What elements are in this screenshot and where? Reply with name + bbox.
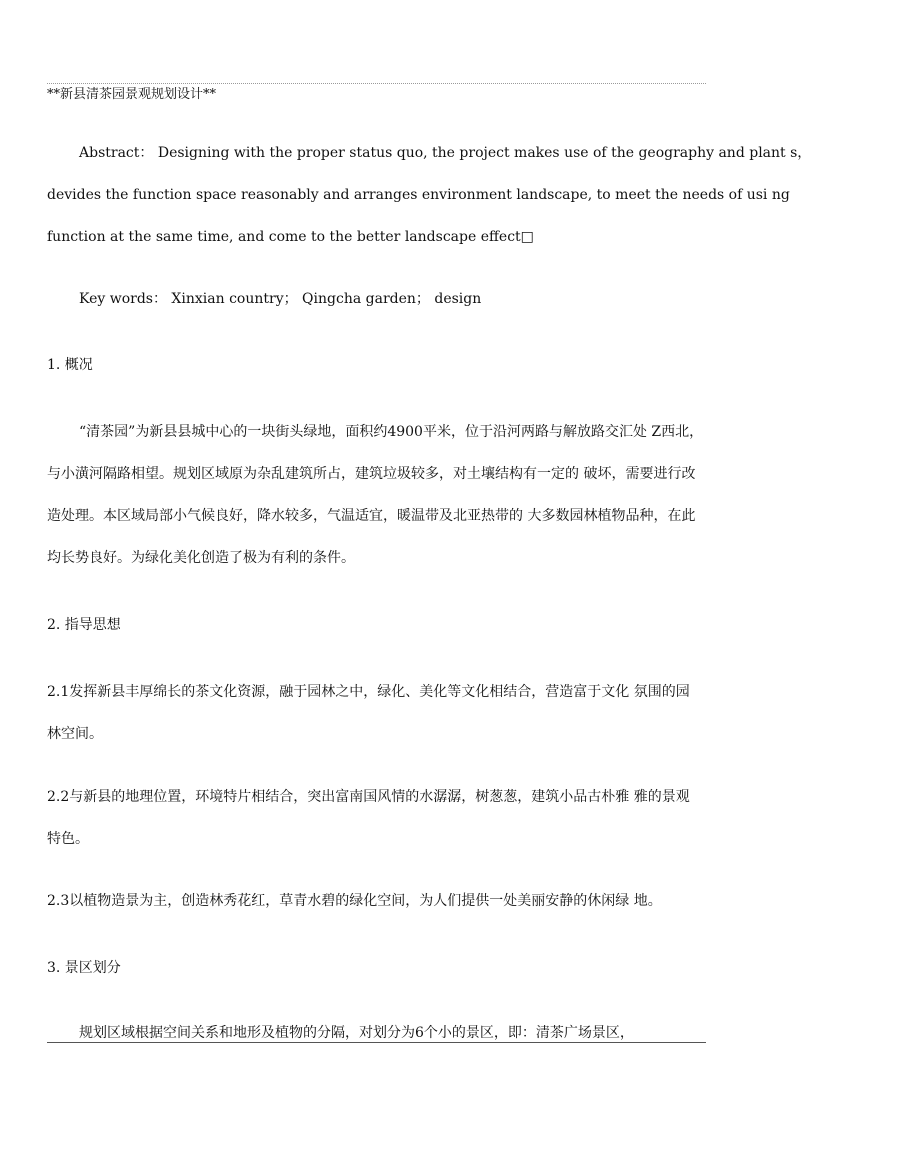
section1-heading: 1. 概况 — [47, 357, 93, 373]
document-title: **新县清茶园景观规划设计** — [47, 87, 217, 102]
section3-heading: 3. 景区划分 — [47, 960, 121, 976]
abstract-line-2: devides the function space reasonably and arranges environment landscape, to meet the needs of usi ng — [47, 187, 790, 203]
footer-rule — [47, 1042, 706, 1043]
section1-para-line-2: 与小潢河隔路相望。规划区域原为杂乱建筑所占，建筑垃圾较多，对土壤结构有一定的 破坏，需要进行改 — [47, 466, 696, 482]
section1-para-line-1: “清茶园”为新县县城中心的一块街头绿地，面积约4900平米，位于沿河两路与解放路交汇处 Z西北， — [79, 424, 704, 440]
section1-para-line-3: 造处理。本区域局部小气候良好，降水较多，气温适宜，暖温带及北亚热带的 大多数园林植物品种，在此 — [47, 508, 696, 524]
section2-item1-line-1: 2.1发挥新县丰厚绵长的茶文化资源，融于园林之中，绿化、美化等文化相结合，营造富于文化 氛围的园 — [47, 684, 690, 700]
abstract-line-3: function at the same time, and come to the better landscape effect□ — [47, 229, 534, 245]
section2-item2-line-2: 特色。 — [47, 831, 89, 847]
section2-item2-line-1: 2.2与新县的地理位置，环境特片相结合，突出富南国风情的水潺潺，树葱葱，建筑小品古朴雅 雅的景观 — [47, 789, 690, 805]
section2-item1-line-2: 林空间。 — [47, 726, 103, 742]
section1-para-line-4: 均长势良好。为绿化美化创造了极为有利的条件。 — [47, 550, 355, 566]
section3-para-line-1: 规划区域根据空间关系和地形及植物的分隔，对划分为6个小的景区，即：清茶广场景区， — [79, 1025, 634, 1041]
section2-item3-line-1: 2.3以植物造景为主，创造林秀花红，草青水碧的绿化空间，为人们提供一处美丽安静的休闲绿 地。 — [47, 893, 662, 909]
keywords-line: Key words： Xinxian country； Qingcha garden； design — [79, 291, 482, 307]
header-rule — [47, 83, 706, 84]
abstract-line-1: Abstract： Designing with the proper status quo, the project makes use of the geography and plant s， — [79, 145, 812, 161]
section2-heading: 2. 指导思想 — [47, 617, 121, 633]
